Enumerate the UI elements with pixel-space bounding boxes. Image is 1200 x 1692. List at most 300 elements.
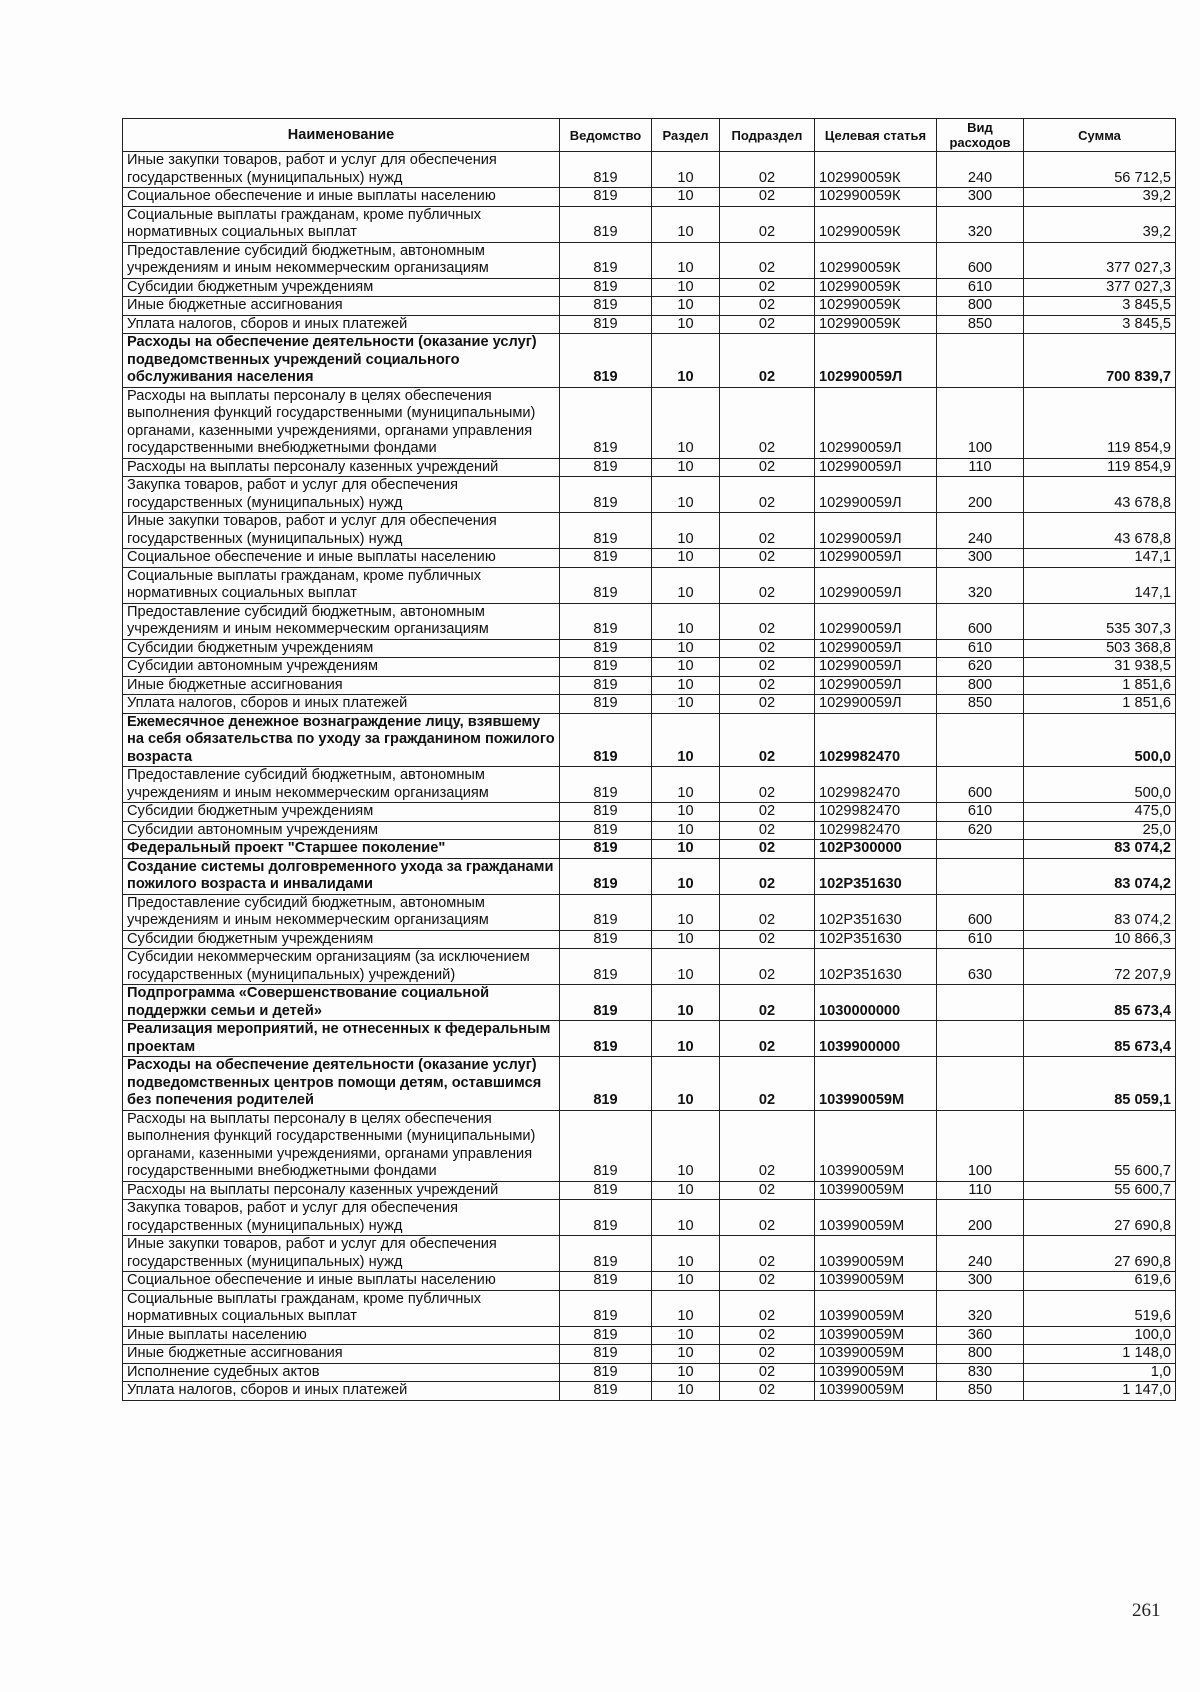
subsection-cell: 02: [720, 821, 815, 840]
target-article-cell: 103990059М: [815, 1057, 937, 1111]
header-amount: Сумма: [1024, 119, 1176, 152]
subsection-cell: 02: [720, 567, 815, 603]
row-name-cell: Иные выплаты населению: [123, 1326, 560, 1345]
expense-type-cell: 610: [937, 278, 1024, 297]
expense-type-cell: 200: [937, 477, 1024, 513]
department-cell: 819: [560, 603, 652, 639]
target-article-cell: 102990059Л: [815, 567, 937, 603]
row-name-cell: Иные бюджетные ассигнования: [123, 297, 560, 316]
subsection-cell: 02: [720, 1021, 815, 1057]
row-name-cell: Федеральный проект "Старшее поколение": [123, 840, 560, 859]
row-name-cell: Субсидии бюджетным учреждениям: [123, 639, 560, 658]
table-body: [123, 152, 1176, 1401]
row-name-cell: Расходы на выплаты персоналу в целях обеспечения выполнения функций государственными (муниципальными) органами, казенными учреждениями, органами управления государственными внебюджетными фондами: [123, 1110, 560, 1181]
section-cell: 10: [652, 713, 720, 767]
row-name-cell: Расходы на выплаты персоналу казенных учреждений: [123, 1181, 560, 1200]
expense-type-cell: 800: [937, 676, 1024, 695]
section-cell: 10: [652, 1345, 720, 1364]
expense-type-cell: 320: [937, 567, 1024, 603]
section-cell: 10: [652, 1181, 720, 1200]
table-row: [123, 803, 1176, 822]
department-cell: 819: [560, 713, 652, 767]
expense-type-cell: [937, 713, 1024, 767]
target-article-cell: 102990059К: [815, 315, 937, 334]
section-cell: 10: [652, 1326, 720, 1345]
department-cell: 819: [560, 1110, 652, 1181]
subsection-cell: 02: [720, 1200, 815, 1236]
subsection-cell: 02: [720, 1290, 815, 1326]
section-cell: 10: [652, 334, 720, 388]
target-article-cell: 1029982470: [815, 767, 937, 803]
row-name-cell: Ежемесячное денежное вознаграждение лицу, взявшему на себя обязательства по уходу за гражданином пожилого возраста: [123, 713, 560, 767]
section-cell: 10: [652, 858, 720, 894]
target-article-cell: 103990059М: [815, 1236, 937, 1272]
expense-type-cell: 610: [937, 803, 1024, 822]
table-row: [123, 1200, 1176, 1236]
row-name-cell: Уплата налогов, сборов и иных платежей: [123, 1382, 560, 1401]
department-cell: 819: [560, 1057, 652, 1111]
header-expense-type: Вид расходов: [937, 119, 1024, 152]
department-cell: 819: [560, 315, 652, 334]
expense-type-cell: 240: [937, 1236, 1024, 1272]
expense-type-cell: 800: [937, 297, 1024, 316]
subsection-cell: 02: [720, 985, 815, 1021]
expense-type-cell: 100: [937, 387, 1024, 458]
department-cell: 819: [560, 1021, 652, 1057]
expense-type-cell: 240: [937, 513, 1024, 549]
row-name-cell: Предоставление субсидий бюджетным, автономным учреждениям и иным некоммерческим организациям: [123, 603, 560, 639]
department-cell: 819: [560, 477, 652, 513]
target-article-cell: 102990059Л: [815, 695, 937, 714]
row-name-cell: Субсидии автономным учреждениям: [123, 658, 560, 677]
table-row: [123, 676, 1176, 695]
subsection-cell: 02: [720, 513, 815, 549]
amount-cell: 3 845,5: [1024, 297, 1176, 316]
section-cell: 10: [652, 315, 720, 334]
table-row: [123, 188, 1176, 207]
table-row: [123, 603, 1176, 639]
department-cell: 819: [560, 1200, 652, 1236]
section-cell: 10: [652, 513, 720, 549]
section-cell: 10: [652, 1382, 720, 1401]
expense-type-cell: 600: [937, 767, 1024, 803]
section-cell: 10: [652, 1290, 720, 1326]
table-row: [123, 658, 1176, 677]
row-name-cell: Предоставление субсидий бюджетным, автономным учреждениям и иным некоммерческим организациям: [123, 242, 560, 278]
subsection-cell: 02: [720, 1345, 815, 1364]
department-cell: 819: [560, 1236, 652, 1272]
amount-cell: 475,0: [1024, 803, 1176, 822]
row-name-cell: Субсидии бюджетным учреждениям: [123, 803, 560, 822]
target-article-cell: 102990059Л: [815, 513, 937, 549]
amount-cell: 147,1: [1024, 549, 1176, 568]
department-cell: 819: [560, 297, 652, 316]
row-name-cell: Реализация мероприятий, не отнесенных к федеральным проектам: [123, 1021, 560, 1057]
subsection-cell: 02: [720, 639, 815, 658]
target-article-cell: 103990059М: [815, 1345, 937, 1364]
subsection-cell: 02: [720, 803, 815, 822]
table-row: [123, 767, 1176, 803]
expense-type-cell: 100: [937, 1110, 1024, 1181]
row-name-cell: Субсидии автономным учреждениям: [123, 821, 560, 840]
subsection-cell: 02: [720, 1110, 815, 1181]
amount-cell: 10 866,3: [1024, 930, 1176, 949]
table-row: [123, 477, 1176, 513]
subsection-cell: 02: [720, 549, 815, 568]
header-name: Наименование: [123, 119, 560, 152]
row-name-cell: Иные закупки товаров, работ и услуг для обеспечения государственных (муниципальных) нужд: [123, 513, 560, 549]
section-cell: 10: [652, 1021, 720, 1057]
amount-cell: 1 851,6: [1024, 676, 1176, 695]
row-name-cell: Социальные выплаты гражданам, кроме публичных нормативных социальных выплат: [123, 206, 560, 242]
section-cell: 10: [652, 639, 720, 658]
target-article-cell: 102990059Л: [815, 387, 937, 458]
table-row: [123, 930, 1176, 949]
row-name-cell: Расходы на выплаты персоналу казенных учреждений: [123, 458, 560, 477]
table-row: [123, 567, 1176, 603]
amount-cell: 25,0: [1024, 821, 1176, 840]
amount-cell: 119 854,9: [1024, 387, 1176, 458]
expense-type-cell: 620: [937, 658, 1024, 677]
department-cell: 819: [560, 676, 652, 695]
expense-type-cell: 360: [937, 1326, 1024, 1345]
row-name-cell: Социальное обеспечение и иные выплаты населению: [123, 188, 560, 207]
department-cell: 819: [560, 821, 652, 840]
table-row: [123, 513, 1176, 549]
department-cell: 819: [560, 1345, 652, 1364]
department-cell: 819: [560, 387, 652, 458]
target-article-cell: 102990059К: [815, 278, 937, 297]
target-article-cell: 103990059М: [815, 1290, 937, 1326]
table-row: [123, 206, 1176, 242]
amount-cell: 500,0: [1024, 767, 1176, 803]
target-article-cell: 102P351630: [815, 894, 937, 930]
section-cell: 10: [652, 1236, 720, 1272]
department-cell: 819: [560, 949, 652, 985]
row-name-cell: Предоставление субсидий бюджетным, автономным учреждениям и иным некоммерческим организациям: [123, 767, 560, 803]
row-name-cell: Субсидии бюджетным учреждениям: [123, 278, 560, 297]
department-cell: 819: [560, 278, 652, 297]
target-article-cell: 1030000000: [815, 985, 937, 1021]
row-name-cell: Закупка товаров, работ и услуг для обеспечения государственных (муниципальных) нужд: [123, 1200, 560, 1236]
subsection-cell: 02: [720, 695, 815, 714]
table-row: [123, 387, 1176, 458]
target-article-cell: 102990059К: [815, 206, 937, 242]
section-cell: 10: [652, 242, 720, 278]
target-article-cell: 102990059Л: [815, 639, 937, 658]
section-cell: 10: [652, 894, 720, 930]
amount-cell: 3 845,5: [1024, 315, 1176, 334]
amount-cell: 1 851,6: [1024, 695, 1176, 714]
expense-type-cell: [937, 858, 1024, 894]
department-cell: 819: [560, 458, 652, 477]
section-cell: 10: [652, 658, 720, 677]
expense-type-cell: [937, 1021, 1024, 1057]
section-cell: 10: [652, 676, 720, 695]
department-cell: 819: [560, 152, 652, 188]
section-cell: 10: [652, 767, 720, 803]
table-row: [123, 152, 1176, 188]
department-cell: 819: [560, 513, 652, 549]
table-row: [123, 458, 1176, 477]
expense-type-cell: 240: [937, 152, 1024, 188]
table-row: [123, 821, 1176, 840]
section-cell: 10: [652, 206, 720, 242]
expense-type-cell: 300: [937, 1272, 1024, 1291]
expense-type-cell: 300: [937, 188, 1024, 207]
amount-cell: 535 307,3: [1024, 603, 1176, 639]
subsection-cell: 02: [720, 658, 815, 677]
section-cell: 10: [652, 188, 720, 207]
department-cell: 819: [560, 1272, 652, 1291]
department-cell: 819: [560, 1326, 652, 1345]
table-header-row: [123, 119, 1176, 152]
target-article-cell: 1039900000: [815, 1021, 937, 1057]
amount-cell: 147,1: [1024, 567, 1176, 603]
target-article-cell: 103990059М: [815, 1110, 937, 1181]
section-cell: 10: [652, 387, 720, 458]
department-cell: 819: [560, 894, 652, 930]
department-cell: 819: [560, 658, 652, 677]
row-name-cell: Иные бюджетные ассигнования: [123, 1345, 560, 1364]
subsection-cell: 02: [720, 1382, 815, 1401]
table-row: [123, 858, 1176, 894]
table-row: [123, 315, 1176, 334]
target-article-cell: 102990059Л: [815, 603, 937, 639]
subsection-cell: 02: [720, 1326, 815, 1345]
amount-cell: 700 839,7: [1024, 334, 1176, 388]
amount-cell: 519,6: [1024, 1290, 1176, 1326]
expense-type-cell: 610: [937, 930, 1024, 949]
subsection-cell: 02: [720, 387, 815, 458]
amount-cell: 85 673,4: [1024, 985, 1176, 1021]
expense-type-cell: [937, 334, 1024, 388]
row-name-cell: Расходы на обеспечение деятельности (оказание услуг) подведомственных учреждений социального обслуживания населения: [123, 334, 560, 388]
target-article-cell: 103990059М: [815, 1181, 937, 1200]
section-cell: 10: [652, 152, 720, 188]
table-row: [123, 1181, 1176, 1200]
target-article-cell: 1029982470: [815, 803, 937, 822]
expense-type-cell: [937, 840, 1024, 859]
amount-cell: 619,6: [1024, 1272, 1176, 1291]
subsection-cell: 02: [720, 152, 815, 188]
table-row: [123, 1326, 1176, 1345]
expense-type-cell: 610: [937, 639, 1024, 658]
department-cell: 819: [560, 695, 652, 714]
department-cell: 819: [560, 206, 652, 242]
section-cell: 10: [652, 567, 720, 603]
expense-type-cell: 630: [937, 949, 1024, 985]
department-cell: 819: [560, 549, 652, 568]
section-cell: 10: [652, 297, 720, 316]
section-cell: 10: [652, 1110, 720, 1181]
expense-type-cell: 600: [937, 242, 1024, 278]
subsection-cell: 02: [720, 1057, 815, 1111]
department-cell: 819: [560, 188, 652, 207]
table-row: [123, 695, 1176, 714]
table-row: [123, 242, 1176, 278]
section-cell: 10: [652, 949, 720, 985]
section-cell: 10: [652, 1363, 720, 1382]
subsection-cell: 02: [720, 206, 815, 242]
target-article-cell: 102990059Л: [815, 549, 937, 568]
target-article-cell: 102990059Л: [815, 334, 937, 388]
row-name-cell: Иные закупки товаров, работ и услуг для обеспечения государственных (муниципальных) нужд: [123, 152, 560, 188]
subsection-cell: 02: [720, 713, 815, 767]
table-row: [123, 639, 1176, 658]
amount-cell: 31 938,5: [1024, 658, 1176, 677]
section-cell: 10: [652, 549, 720, 568]
subsection-cell: 02: [720, 278, 815, 297]
department-cell: 819: [560, 1363, 652, 1382]
amount-cell: 39,2: [1024, 188, 1176, 207]
table-row: [123, 1236, 1176, 1272]
header-section: Раздел: [652, 119, 720, 152]
section-cell: 10: [652, 840, 720, 859]
expense-type-cell: [937, 985, 1024, 1021]
table-row: [123, 840, 1176, 859]
table-row: [123, 1290, 1176, 1326]
table-row: [123, 894, 1176, 930]
table-row: [123, 713, 1176, 767]
table-row: [123, 549, 1176, 568]
amount-cell: 377 027,3: [1024, 242, 1176, 278]
expense-type-cell: 600: [937, 603, 1024, 639]
department-cell: 819: [560, 242, 652, 278]
department-cell: 819: [560, 858, 652, 894]
expense-type-cell: 200: [937, 1200, 1024, 1236]
subsection-cell: 02: [720, 949, 815, 985]
expense-type-cell: 850: [937, 695, 1024, 714]
expense-type-cell: 600: [937, 894, 1024, 930]
target-article-cell: 102990059Л: [815, 477, 937, 513]
section-cell: 10: [652, 278, 720, 297]
table-row: [123, 334, 1176, 388]
department-cell: 819: [560, 985, 652, 1021]
expense-type-cell: 830: [937, 1363, 1024, 1382]
expense-type-cell: 320: [937, 206, 1024, 242]
department-cell: 819: [560, 840, 652, 859]
subsection-cell: 02: [720, 458, 815, 477]
row-name-cell: Социальные выплаты гражданам, кроме публичных нормативных социальных выплат: [123, 567, 560, 603]
expense-type-cell: 300: [937, 549, 1024, 568]
department-cell: 819: [560, 1382, 652, 1401]
section-cell: 10: [652, 985, 720, 1021]
row-name-cell: Субсидии некоммерческим организациям (за исключением государственных (муниципальных) учреждений): [123, 949, 560, 985]
row-name-cell: Субсидии бюджетным учреждениям: [123, 930, 560, 949]
expense-type-cell: 110: [937, 1181, 1024, 1200]
subsection-cell: 02: [720, 1181, 815, 1200]
department-cell: 819: [560, 930, 652, 949]
department-cell: 819: [560, 567, 652, 603]
subsection-cell: 02: [720, 242, 815, 278]
amount-cell: 83 074,2: [1024, 858, 1176, 894]
target-article-cell: 102P351630: [815, 858, 937, 894]
subsection-cell: 02: [720, 297, 815, 316]
table-row: [123, 1057, 1176, 1111]
target-article-cell: 102P300000: [815, 840, 937, 859]
section-cell: 10: [652, 477, 720, 513]
target-article-cell: 102P351630: [815, 930, 937, 949]
expense-type-cell: [937, 1057, 1024, 1111]
target-article-cell: 102990059Л: [815, 676, 937, 695]
header-subsection: Подраздел: [720, 119, 815, 152]
table-row: [123, 949, 1176, 985]
subsection-cell: 02: [720, 767, 815, 803]
section-cell: 10: [652, 821, 720, 840]
subsection-cell: 02: [720, 894, 815, 930]
expense-type-cell: 110: [937, 458, 1024, 477]
amount-cell: 27 690,8: [1024, 1236, 1176, 1272]
page-number: 261: [1132, 1600, 1161, 1621]
target-article-cell: 102990059К: [815, 152, 937, 188]
section-cell: 10: [652, 458, 720, 477]
budget-table: [122, 118, 1176, 1401]
amount-cell: 39,2: [1024, 206, 1176, 242]
header-department: Ведомство: [560, 119, 652, 152]
subsection-cell: 02: [720, 477, 815, 513]
row-name-cell: Социальное обеспечение и иные выплаты населению: [123, 1272, 560, 1291]
target-article-cell: 1029982470: [815, 821, 937, 840]
section-cell: 10: [652, 1200, 720, 1236]
section-cell: 10: [652, 1272, 720, 1291]
expense-type-cell: 800: [937, 1345, 1024, 1364]
amount-cell: 1 148,0: [1024, 1345, 1176, 1364]
row-name-cell: Расходы на выплаты персоналу в целях обеспечения выполнения функций государственными (муниципальными) органами, казенными учреждениями, органами управления государственными внебюджетными фондами: [123, 387, 560, 458]
row-name-cell: Расходы на обеспечение деятельности (оказание услуг) подведомственных центров помощи детям, оставшимся без попечения родителей: [123, 1057, 560, 1111]
section-cell: 10: [652, 930, 720, 949]
section-cell: 10: [652, 695, 720, 714]
subsection-cell: 02: [720, 334, 815, 388]
target-article-cell: 102990059Л: [815, 458, 937, 477]
table-row: [123, 1110, 1176, 1181]
amount-cell: 85 059,1: [1024, 1057, 1176, 1111]
amount-cell: 72 207,9: [1024, 949, 1176, 985]
table-row: [123, 297, 1176, 316]
target-article-cell: 102990059Л: [815, 658, 937, 677]
target-article-cell: 103990059М: [815, 1363, 937, 1382]
subsection-cell: 02: [720, 1272, 815, 1291]
amount-cell: 85 673,4: [1024, 1021, 1176, 1057]
target-article-cell: 102P351630: [815, 949, 937, 985]
row-name-cell: Закупка товаров, работ и услуг для обеспечения государственных (муниципальных) нужд: [123, 477, 560, 513]
table-row: [123, 1345, 1176, 1364]
department-cell: 819: [560, 1290, 652, 1326]
target-article-cell: 1029982470: [815, 713, 937, 767]
amount-cell: 503 368,8: [1024, 639, 1176, 658]
row-name-cell: Исполнение судебных актов: [123, 1363, 560, 1382]
row-name-cell: Социальное обеспечение и иные выплаты населению: [123, 549, 560, 568]
table-row: [123, 1363, 1176, 1382]
expense-type-cell: 850: [937, 1382, 1024, 1401]
amount-cell: 500,0: [1024, 713, 1176, 767]
amount-cell: 100,0: [1024, 1326, 1176, 1345]
amount-cell: 55 600,7: [1024, 1110, 1176, 1181]
amount-cell: 1,0: [1024, 1363, 1176, 1382]
target-article-cell: 102990059К: [815, 188, 937, 207]
section-cell: 10: [652, 803, 720, 822]
target-article-cell: 103990059М: [815, 1272, 937, 1291]
expense-type-cell: 320: [937, 1290, 1024, 1326]
amount-cell: 377 027,3: [1024, 278, 1176, 297]
department-cell: 819: [560, 803, 652, 822]
subsection-cell: 02: [720, 315, 815, 334]
amount-cell: 56 712,5: [1024, 152, 1176, 188]
section-cell: 10: [652, 1057, 720, 1111]
amount-cell: 55 600,7: [1024, 1181, 1176, 1200]
department-cell: 819: [560, 334, 652, 388]
row-name-cell: Социальные выплаты гражданам, кроме публичных нормативных социальных выплат: [123, 1290, 560, 1326]
